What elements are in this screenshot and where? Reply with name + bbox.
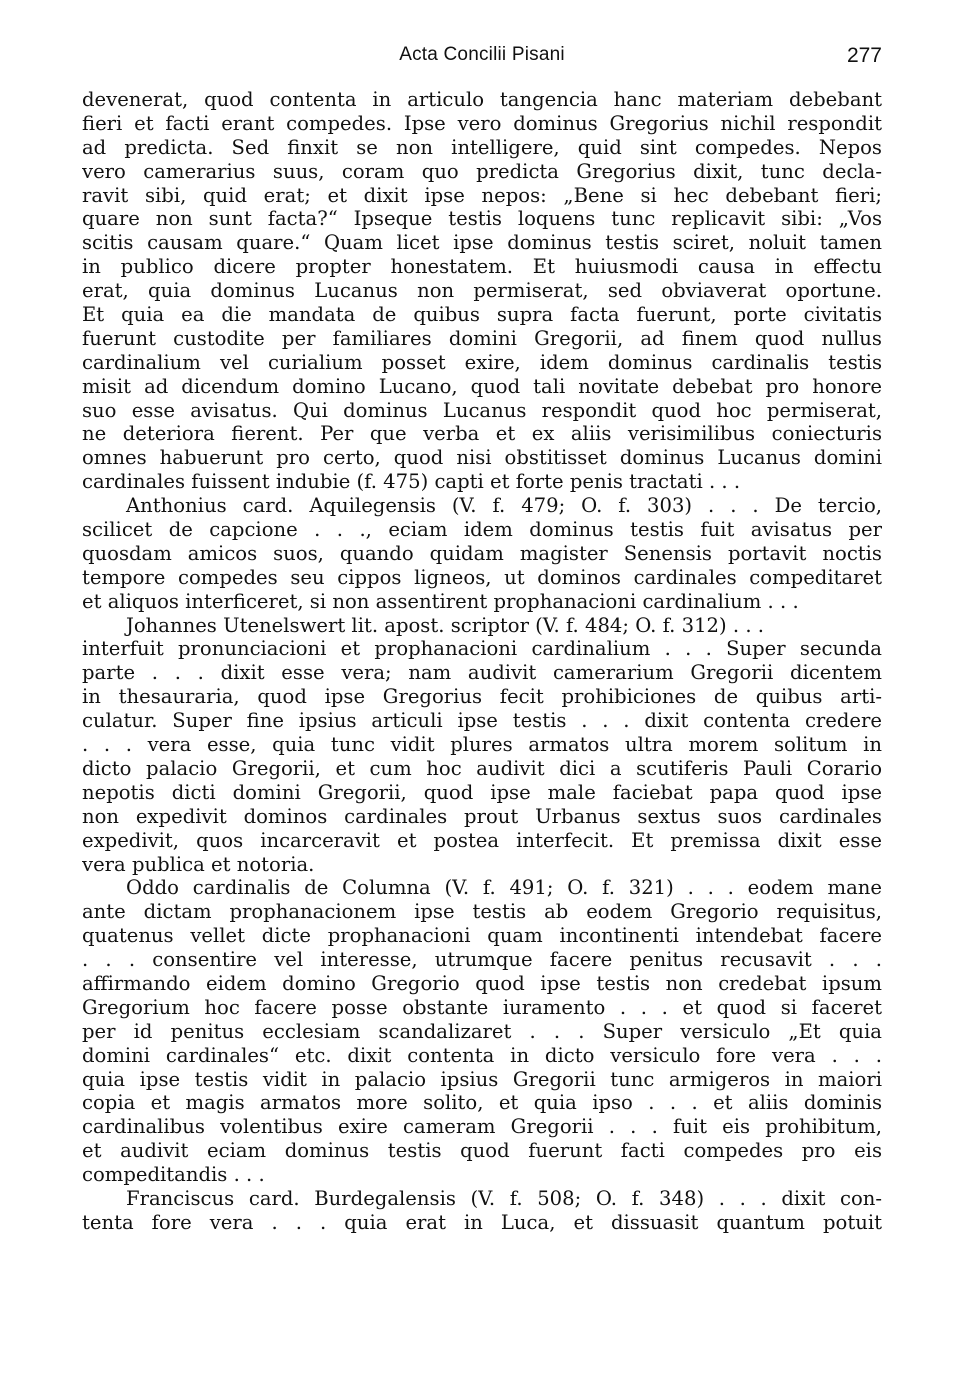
text-line: devenerat, quod contenta in articulo tangencia hanc materiam debebant [82, 88, 882, 111]
text-line: nepotis dicti domini Gregorii, quod ipse male faciebat papa quod ipse [82, 780, 882, 804]
text-line: cardinalium vel curialium posset exire, idem dominus cardinalis testis [82, 350, 882, 374]
text-line: compeditandis . . . [82, 1163, 265, 1187]
text-line: tempore compedes seu cippos ligneos, ut dominos cardinales compeditaret [82, 565, 882, 589]
text-line: in thesauraria, quod ipse Gregorius fecit prohibiciones de quibus arti- [82, 685, 882, 709]
text-line: cardinales fuissent indubie (f. 475) capti et forte penis tractati . . . [82, 470, 741, 494]
page-header [82, 44, 882, 74]
text-line: ad predicta. Sed finxit se non intelligere, quid sint compedes. Nepos [82, 135, 882, 159]
text-line: per id penitus ecclesiam scandalizaret . . . Super versiculo „Et quia [82, 1019, 882, 1043]
text-line: quatenus vellet dicte prophanacioni quam incontinenti intendebat facere [82, 924, 882, 948]
paragraph-first-line: Anthonius card. Aquilegensis (V. f. 479; O. f. 303) . . . De tercio, [126, 494, 882, 518]
text-line: scitis causam quare.“ Quam licet ipse dominus testis sciret, noluit tamen [82, 231, 882, 255]
text-line: scilicet de capcione . . ., eciam idem dominus testis fuit avisatus per [82, 518, 882, 542]
text-line: suo esse avisatus. Qui dominus Lucanus respondit quod hoc permiserat, [82, 398, 882, 422]
paragraph-first-line: Franciscus card. Burdegalensis (V. f. 508; O. f. 348) . . . dixit con- [126, 1186, 882, 1210]
text-line: culatur. Super fine ipsius articuli ipse testis . . . dixit contenta credere [82, 709, 882, 733]
text-line: non expedivit dominos cardinales prout Urbanus sextus suos cardinales [82, 804, 882, 828]
text-line: ne deteriora fierent. Per que verba et ex aliis verisimilibus coniecturis [82, 422, 882, 446]
text-line: vera publica et notoria. [82, 852, 315, 876]
text-line: . . . consentire vel interesse, utrumque facere penitus recusavit . . . [82, 948, 882, 972]
text-line: quare non sunt facta?“ Ipseque testis loquens tunc replicavit sibi: „Vos [82, 207, 882, 231]
text-line: quosdam amicos suos, quando quidam magister Senensis portavit noctis [82, 541, 882, 565]
text-line: fieri et facti erant compedes. Ipse vero dominus Gregorius nichil respondit [82, 111, 882, 135]
text-line: quia ipse testis vidit in palacio ipsius Gregorii tunc armigeros in maiori [82, 1067, 882, 1091]
text-line: parte . . . dixit esse vera; nam audivit camerarium Gregorii dicentem [82, 661, 882, 685]
text-line: misit ad dicendum domino Lucano, quod tali novitate debebat pro honore [82, 374, 882, 398]
text-line: copia et magis armatos more solito, et quia ipso . . . et aliis dominis [82, 1091, 882, 1115]
paragraph-first-line: Johannes Utenelswert lit. apost. scriptor (V. f. 484; O. f. 312) . . . [126, 613, 765, 637]
text-line: expedivit, quos incarceravit et postea interfecit. Et premissa dixit esse [82, 828, 882, 852]
text-line: Gregorium hoc facere posse obstante iuramento . . . et quod si faceret [82, 995, 882, 1019]
text-line: ante dictam prophanacionem ipse testis ab eodem Gregorio requisitus, [82, 900, 882, 924]
text-line: et aliquos interficeret, si non assentirent prophanacioni cardinalium . . . [82, 589, 799, 613]
page-number: 277 [846, 44, 882, 67]
text-line: . . . vera esse, quia tunc vidit plures armatos ultra morem solitum in [82, 733, 882, 757]
text-line: erat, quia dominus Lucanus non permiserat, sed obviaverat oportune. [82, 279, 882, 303]
text-line: et audivit eciam dominus testis quod fuerunt facti compedes pro eis [82, 1139, 882, 1163]
text-line: in publico dicere propter honestatem. Et huiusmodi causa in effectu [82, 255, 882, 279]
text-line: tenta fore vera . . . quia erat in Luca, et dissuasit quantum potuit [82, 1210, 882, 1234]
text-line: affirmando eidem domino Gregorio quod ipse testis non credebat ipsum [82, 971, 882, 995]
text-line: omnes habuerunt pro certo, quod nisi obstitisset dominus Lucanus domini [82, 446, 882, 470]
running-title: Acta Concilii Pisani [399, 44, 565, 65]
text-line: ravit sibi, quid erat; et dixit ipse nepos: „Bene si hec debebant fieri; [82, 183, 882, 207]
text-line: vero camerarius suus, coram quo predicta Gregorius dixit, tunc decla- [82, 159, 882, 183]
text-line: fuerunt custodite per familiares domini Gregorii, ad finem quod nullus [82, 326, 882, 350]
text-line: dicto palacio Gregorii, et cum hoc audivit dici a scutiferis Pauli Corario [82, 756, 882, 780]
text-line: Et quia ea die mandata de quibus supra facta fuerunt, porte civitatis [82, 303, 882, 327]
body-text [82, 88, 882, 1235]
text-line: interfuit pronunciacioni et prophanacioni cardinalium . . . Super secunda [82, 637, 882, 661]
text-line: domini cardinales“ etc. dixit contenta in dicto versiculo fore vera . . . [82, 1043, 882, 1067]
paragraph-first-line: Oddo cardinalis de Columna (V. f. 491; O. f. 321) . . . eodem mane [126, 876, 882, 900]
text-line: cardinalibus volentibus exire cameram Gregorii . . . fuit eis prohibitum, [82, 1115, 882, 1139]
